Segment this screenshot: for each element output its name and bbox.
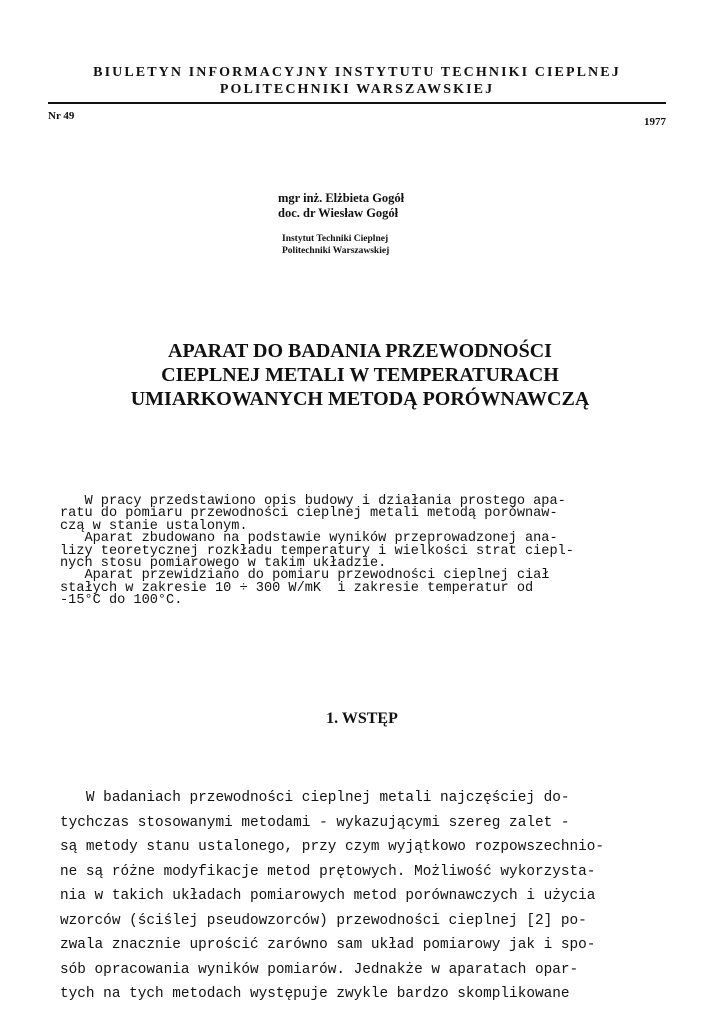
body-line: sób opracowania wyników pomiarów. Jednakże w aparatach opar- xyxy=(60,961,579,978)
journal-title-line-1: BIULETYN INFORMACYJNY INSTYTUTU TECHNIKI CIEPLNEJ xyxy=(93,65,621,80)
affiliation-block xyxy=(282,233,389,257)
title-line: CIEPLNEJ METALI W TEMPERATURACH xyxy=(161,364,559,386)
affiliation-line: Politechniki Warszawskiej xyxy=(282,246,390,256)
abstract-line: stałych w zakresie 10 ÷ 300 W/mK i zakresie temperatur od xyxy=(60,580,534,596)
abstract-line: Aparat zbudowano na podstawie wyników przeprowadzonej ana- xyxy=(60,531,558,547)
affiliation-line: Instytut Techniki Cieplnej xyxy=(282,234,389,244)
body-line: W badaniach przewodności cieplnej metali najczęściej do- xyxy=(60,790,570,806)
body-line: tychczas stosowanymi metodami - wykazującymi szereg zalet - xyxy=(60,814,570,831)
abstract-line: W pracy przedstawiono opis budowy i działania prostego apa- xyxy=(60,494,566,509)
abstract xyxy=(60,496,680,608)
abstract-line: czą w stanie ustalonym. xyxy=(60,518,248,534)
publication-year: 1977 xyxy=(644,116,666,128)
body-line: wzorców (ściślej pseudowzorców) przewodności cieplnej [2] po- xyxy=(60,912,587,929)
author-name: mgr inż. Elżbieta Gogół xyxy=(278,191,405,205)
abstract-line: -15°C do 100°C. xyxy=(60,593,183,609)
author-name: doc. dr Wiesław Gogół xyxy=(278,206,399,220)
abstract-line: ratu do pomiaru przewodności cieplnej metali metodą porównaw- xyxy=(60,506,558,522)
abstract-line: lizy teoretycznej rozkładu temperatury i wielkości strat ciepl- xyxy=(60,543,574,559)
title-line: APARAT DO BADANIA PRZEWODNOŚCI xyxy=(168,340,552,362)
body-line: tych na tych metodach występuje zwykle bardzo skomplikowane xyxy=(60,986,570,1002)
body-line: nia w takich układach pomiarowych metod porównawczych i użycia xyxy=(60,888,596,904)
paper-title xyxy=(60,339,660,411)
body-line: ne są różne modyfikacje metod prętowych. Możliwość wykorzysta- xyxy=(60,863,596,880)
body-text xyxy=(60,786,680,1007)
authors-block xyxy=(278,191,404,221)
header-rule xyxy=(48,102,666,104)
journal-title xyxy=(48,64,666,98)
section-heading: 1. WSTĘP xyxy=(326,710,398,727)
body-line: zwala znacznie uprościć zarówno sam układ pomiarowy jak i spo- xyxy=(60,937,596,953)
issue-number: Nr 49 xyxy=(48,110,75,122)
journal-title-line-2: POLITECHNIKI WARSZAWSKIEJ xyxy=(219,82,495,97)
title-line: UMIARKOWANYCH METODĄ PORÓWNAWCZĄ xyxy=(130,388,590,410)
abstract-line: Aparat przewidziano do pomiaru przewodności cieplnej ciał xyxy=(60,568,550,584)
body-line: są metody stanu ustalonego, przy czym wyjątkowo rozpowszechnio- xyxy=(60,839,605,855)
abstract-line: nych stosu pomiarowego w takim układzie. xyxy=(60,556,387,572)
